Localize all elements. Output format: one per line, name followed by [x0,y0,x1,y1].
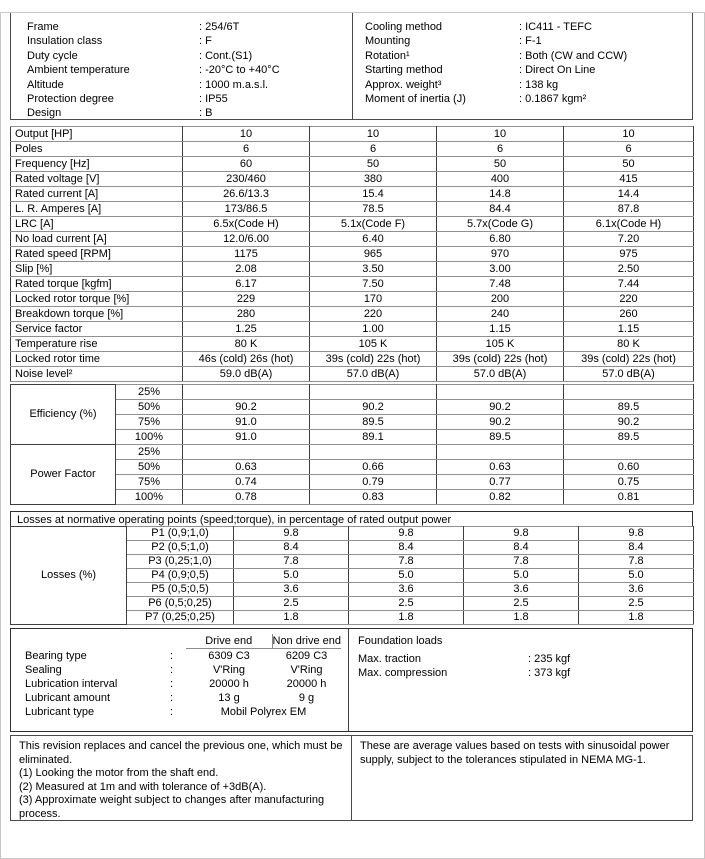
row-label: Output [HP] [11,127,183,142]
row-value: 9.8 [579,527,694,541]
row-value: 5.7x(Code G) [437,217,564,232]
row-value: 3.6 [349,583,464,597]
table-row [25,663,341,677]
notes-section [10,735,693,821]
notes-left [11,736,352,820]
row-value: 0.81 [564,490,694,505]
load-percent: 100% [116,430,183,445]
row-value: 0.60 [564,460,694,475]
row-value: 8.4 [349,541,464,555]
loss-point: P2 (0,5;1,0) [127,541,234,555]
table-row [11,172,694,187]
row-value: 6 [310,142,437,157]
row-value: 400 [437,172,564,187]
row-value: 9.8 [349,527,464,541]
bearing-header-row [25,634,341,649]
row-value: 26.6/13.3 [183,187,310,202]
info-row [365,92,692,106]
row-value: 3.6 [234,583,349,597]
info-value: : IC411 - TEFC [519,21,592,33]
row-value: 59.0 dB(A) [183,367,310,382]
row-value: 90.2 [310,400,437,415]
row-value: 14.4 [564,187,694,202]
row-value: 6.40 [310,232,437,247]
info-row [27,34,352,48]
row-value: 105 K [437,337,564,352]
colon: : [170,649,174,662]
row-value: 200 [437,292,564,307]
table-row [11,142,694,157]
column-header: Non drive end [272,635,341,647]
row-label: Sealing [25,664,62,676]
note-text: This revision replaces and cancel the previous one, which must be eliminated. [19,740,343,766]
row-value: 7.8 [464,555,579,569]
row-value [183,385,310,400]
info-row [27,106,352,120]
row-value: 0.79 [310,475,437,490]
row-value [564,445,694,460]
row-value: 9.8 [234,527,349,541]
row-value: 60 [183,157,310,172]
row-value: 90.2 [183,400,310,415]
row-value: 7.20 [564,232,694,247]
row-value: 2.08 [183,262,310,277]
row-value: 5.0 [349,569,464,583]
row-label: Max. compression [358,667,448,679]
table-row [11,157,694,172]
table-row [11,277,694,292]
row-value: 7.8 [349,555,464,569]
general-info-section [10,12,693,120]
row-value: 5.0 [234,569,349,583]
row-value: 50 [437,157,564,172]
info-row [365,20,692,34]
table-row [11,127,694,142]
row-value: 3.50 [310,262,437,277]
row-value: 7.44 [564,277,694,292]
row-value: 0.63 [437,460,564,475]
row-value: 3.00 [437,262,564,277]
row-value: 1.8 [579,611,694,625]
bearing-table [25,634,341,719]
row-value: 6309 C3 [208,650,250,662]
row-label: Temperature rise [11,337,183,352]
row-value [310,445,437,460]
table-row [11,187,694,202]
row-value: V'Ring [290,664,323,676]
row-value: 8.4 [464,541,579,555]
row-value: 7.8 [234,555,349,569]
row-value: 260 [564,307,694,322]
row-value: Mobil Polyrex EM [220,706,307,718]
row-value: 380 [310,172,437,187]
general-info-right [353,13,692,119]
row-label: Lubricant amount [25,692,110,704]
row-value: 9.8 [464,527,579,541]
loss-point: P5 (0,5;0,5) [127,583,234,597]
info-label: Duty cycle [27,49,78,62]
table-row [11,202,694,217]
row-value: 1.8 [464,611,579,625]
row-value: : 235 kgf [528,653,571,665]
table-row [11,367,694,382]
info-value: : F-1 [519,35,542,48]
row-value: 15.4 [310,187,437,202]
row-label: Rated torque [kgfm] [11,277,183,292]
table-row [11,445,694,460]
row-value: 240 [437,307,564,322]
row-value: 87.8 [564,202,694,217]
info-label: Moment of inertia (J) [365,93,466,106]
row-value: 5.1x(Code F) [310,217,437,232]
table-row [11,385,694,400]
row-label: Noise level² [11,367,183,382]
table-row [11,352,694,367]
row-value: 10 [564,127,694,142]
row-value: : 373 kgf [528,667,571,679]
row-value: 90.2 [437,415,564,430]
losses-section-header: Losses at normative operating points (speed;torque), in percentage of rated output power [10,511,693,527]
group-label: Efficiency (%) [11,385,116,445]
row-label: Locked rotor torque [%] [11,292,183,307]
table-row [25,705,341,719]
colon: : [170,664,174,676]
row-value: 6209 C3 [285,650,328,662]
row-value: 91.0 [183,415,310,430]
row-value: 975 [564,247,694,262]
row-value: 89.5 [310,415,437,430]
row-value: 0.74 [183,475,310,490]
load-percent: 75% [116,475,183,490]
row-value: 5.0 [464,569,579,583]
table-row [25,677,341,691]
row-label: LRC [A] [11,217,183,232]
row-label: Locked rotor time [11,352,183,367]
info-row [27,20,352,34]
row-value: 2.5 [349,597,464,611]
info-value: : B [199,107,213,120]
empty-cell [25,634,170,649]
row-value: 89.5 [564,430,694,445]
info-value: : 0.1867 kgm² [519,93,587,106]
row-value: 0.78 [183,490,310,505]
loss-point: P6 (0,5;0,25) [127,597,234,611]
row-value: 2.50 [564,262,694,277]
row-value: 1175 [183,247,310,262]
load-percent: 75% [116,415,183,430]
row-value: 7.48 [437,277,564,292]
row-label: Max. traction [358,653,421,665]
row-value: 90.2 [437,400,564,415]
row-value: 57.0 dB(A) [564,367,694,382]
loss-point: P1 (0,9;1,0) [127,527,234,541]
table-row [25,691,341,705]
loss-point: P7 (0,25;0,25) [127,611,234,625]
row-value: 89.5 [564,400,694,415]
row-value: 89.5 [437,430,564,445]
row-value: 91.0 [183,430,310,445]
row-label: L. R. Amperes [A] [11,202,183,217]
bearing-foundation-section [10,628,693,732]
info-value: : Cont.(S1) [199,49,253,62]
row-value: 10 [310,127,437,142]
info-label: Cooling method [365,21,443,33]
row-value: 39s (cold) 22s (hot) [437,352,564,367]
info-value: : Both (CW and CCW) [519,49,628,62]
row-value: 965 [310,247,437,262]
foundation-loads-header: Foundation loads [358,635,443,647]
row-value: 90.2 [564,415,694,430]
info-label: Altitude [27,78,64,91]
foundation-loads [349,629,692,731]
row-value: 2.5 [579,597,694,611]
row-value: 229 [183,292,310,307]
row-value: 0.82 [437,490,564,505]
row-value: 50 [310,157,437,172]
row-value: 12.0/6.00 [183,232,310,247]
colon: : [170,678,174,690]
info-row [365,78,692,92]
row-value: 6.5x(Code H) [183,217,310,232]
row-label: Rated voltage [V] [11,172,183,187]
row-value: 230/460 [183,172,310,187]
row-value: 84.4 [437,202,564,217]
info-value: : 254/6T [199,21,240,33]
foundation-rows [358,652,692,680]
row-label: Rated speed [RPM] [11,247,183,262]
row-value: 0.75 [564,475,694,490]
row-value: 1.15 [564,322,694,337]
row-value: 1.8 [234,611,349,625]
row-value: 89.1 [310,430,437,445]
table-row [11,307,694,322]
row-value: 170 [310,292,437,307]
row-value [437,385,564,400]
row-value: 3.6 [579,583,694,597]
table-row [11,322,694,337]
row-label: Lubricant type [25,706,95,718]
row-value: 46s (cold) 26s (hot) [183,352,310,367]
info-label: Mounting [365,35,411,48]
row-value: 80 K [183,337,310,352]
row-value: 6.1x(Code H) [564,217,694,232]
row-label: No load current [A] [11,232,183,247]
row-value: V'Ring [212,664,246,676]
row-value: 6 [437,142,564,157]
row-value: 415 [564,172,694,187]
load-percent: 50% [116,400,183,415]
row-value: 0.63 [183,460,310,475]
row-value: 7.8 [579,555,694,569]
row-value: 1.8 [349,611,464,625]
table-row [11,262,694,277]
load-percent: 50% [116,460,183,475]
info-value: : Direct On Line [519,64,596,77]
row-value: 57.0 dB(A) [437,367,564,382]
row-value: 6 [564,142,694,157]
row-value: 3.6 [464,583,579,597]
load-percent: 25% [116,385,183,400]
row-label: Breakdown torque [%] [11,307,183,322]
row-value: 20000 h [286,678,327,690]
table-row [11,292,694,307]
row-label: Service factor [11,322,183,337]
row-value [437,445,564,460]
row-value: 970 [437,247,564,262]
row-label: Poles [11,142,183,157]
info-label: Design [27,107,62,120]
info-row [365,49,692,63]
foundation-row [358,652,692,666]
general-info-left [11,13,353,119]
row-value [564,385,694,400]
row-value: 8.4 [579,541,694,555]
row-value: 10 [183,127,310,142]
row-value: 80 K [564,337,694,352]
table-row [11,337,694,352]
info-value: : IP55 [199,93,228,106]
row-value: 9 g [298,692,315,704]
row-value: 57.0 dB(A) [310,367,437,382]
colon: : [170,692,174,704]
row-value: 39s (cold) 22s (hot) [310,352,437,367]
loss-point: P3 (0,25;1,0) [127,555,234,569]
row-value [183,445,310,460]
row-value: 0.66 [310,460,437,475]
row-label: Rated current [A] [11,187,183,202]
row-value: 220 [310,307,437,322]
empty-cell [170,634,186,649]
note-text: (1) Looking the motor from the shaft end. [19,767,219,779]
row-value: 7.50 [310,277,437,292]
info-value: : 138 kg [519,78,559,91]
info-value: : 1000 m.a.s.l. [199,78,269,91]
load-percent: 100% [116,490,183,505]
row-value: 105 K [310,337,437,352]
row-value: 1.25 [183,322,310,337]
note-text: (3) Approximate weight subject to changes after manufacturing process. [19,794,325,820]
bearing-data [11,629,349,731]
row-value: 14.8 [437,187,564,202]
info-row [27,49,352,63]
foundation-row [358,666,692,680]
info-value: : -20°C to +40°C [199,64,280,77]
row-label: Lubrication interval [25,678,118,690]
table-row [11,247,694,262]
row-value: 50 [564,157,694,172]
info-row [27,63,352,77]
row-value: 6.17 [183,277,310,292]
row-value: 6 [183,142,310,157]
row-label: Slip [%] [11,262,183,277]
row-value: 280 [183,307,310,322]
info-row [27,78,352,92]
row-value: 2.5 [234,597,349,611]
loss-point: P4 (0,9;0,5) [127,569,234,583]
row-value: 6.80 [437,232,564,247]
row-value: 20000 h [209,678,249,690]
row-value: 173/86.5 [183,202,310,217]
info-row [27,92,352,106]
row-value: 5.0 [579,569,694,583]
note-text: (2) Measured at 1m and with tolerance of +3dB(A). [19,780,267,793]
row-label: Bearing type [25,649,87,662]
group-label: Power Factor [11,445,116,505]
table-row [11,527,694,541]
row-value: 1.00 [310,322,437,337]
row-value: 2.5 [464,597,579,611]
ratings-table [10,126,694,382]
row-value: 1.15 [437,322,564,337]
table-row [25,649,341,664]
info-label: Insulation class [27,35,103,48]
info-label: Starting method [365,64,443,77]
losses-table [10,526,694,625]
row-value: 0.77 [437,475,564,490]
performance-table [10,384,694,505]
colon: : [170,706,174,718]
info-label: Protection degree [27,93,114,106]
table-row [11,217,694,232]
row-value: 0.83 [310,490,437,505]
row-value: 78.5 [310,202,437,217]
row-value: 39s (cold) 22s (hot) [564,352,694,367]
column-header: Drive end [186,634,272,649]
info-label: Ambient temperature [27,64,130,77]
row-value [310,385,437,400]
info-row [365,63,692,77]
row-value: 13 g [218,692,240,704]
info-label: Rotation¹ [365,49,410,62]
row-value: 220 [564,292,694,307]
notes-right [352,736,692,820]
table-row [11,232,694,247]
note-text: These are average values based on tests with sinusoidal power supply, subject to the tolerances stipulated in NEMA MG-1. [360,740,670,766]
info-label: Frame [27,21,59,33]
row-value: 8.4 [234,541,349,555]
datasheet-page [0,12,705,859]
row-value: 10 [437,127,564,142]
info-label: Approx. weight³ [365,78,442,91]
group-label: Losses (%) [11,527,127,625]
info-value: : F [199,35,212,48]
load-percent: 25% [116,445,183,460]
row-label: Frequency [Hz] [11,157,183,172]
info-row [365,34,692,48]
